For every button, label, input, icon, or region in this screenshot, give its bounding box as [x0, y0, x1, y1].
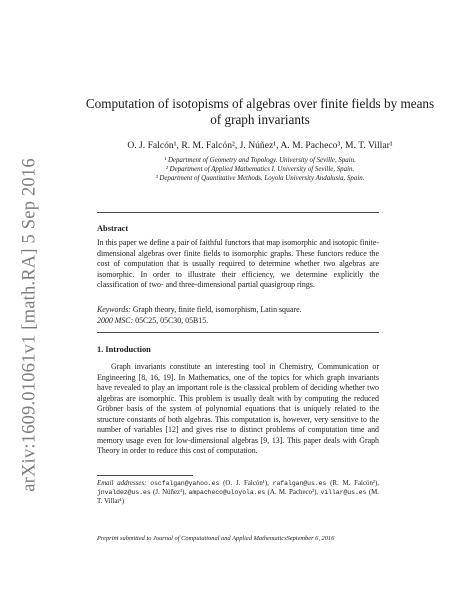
keywords-label: Keywords:	[97, 305, 131, 314]
footnote-emails	[97, 479, 379, 506]
email-4: ampacheco@uloyola.es	[188, 489, 266, 496]
email-5-name: (M. T. Villar¹)	[97, 489, 379, 505]
abstract-body: In this paper we define a pair of faithful functors that map isomorphic and isotopic finite-dimensional algebras over finite fields to isomorphic graphs. These functors reduce the cost of computation that is usually required to determine whether two algebras are isomorphic. In order to illustrate their efficiency, we determine explicitly the classification of two- and three-dimensional partial quasigroup rings.	[97, 238, 380, 289]
abstract-top-rule	[97, 212, 379, 213]
affiliation-1: ¹ Department of Geometry and Topology. University of Seville, Spain.	[164, 157, 356, 164]
arxiv-side-stamp	[20, 115, 40, 535]
abstract-heading: Abstract	[97, 224, 129, 233]
email-3-name: (J. Núñez¹),	[153, 489, 187, 496]
email-4-name: (A. M. Pacheco³),	[267, 489, 319, 496]
msc-line	[97, 316, 379, 327]
author-list: O. J. Falcón¹, R. M. Falcón², J. Núñez¹, A. M. Pacheco³, M. T. Villar¹	[127, 140, 393, 151]
footnote-rule	[97, 475, 193, 476]
email-5: villar@us.es	[320, 489, 367, 496]
section-heading: 1. Introduction	[97, 345, 151, 354]
email-1: oscfalgan@yahoo.es	[150, 480, 220, 487]
affiliations	[80, 156, 440, 183]
arxiv-identifier: arXiv:1609.01061v1 [math.RA] 5 Sep 2016	[19, 158, 40, 492]
keywords-text: Graph theory, finite field, isomorphism, Latin square.	[132, 305, 302, 314]
keywords-line	[97, 305, 379, 316]
email-2-name: (R. M. Falcón²),	[330, 480, 379, 487]
abstract-bottom-rule	[97, 332, 379, 333]
email-3: jnvaldez@us.es	[97, 489, 151, 496]
email-2: rafalgan@us.es	[272, 480, 327, 487]
affiliation-2: ² Department of Applied Mathematics I. University of Seville, Spain.	[165, 166, 355, 173]
footnote-label: Email addresses:	[97, 480, 147, 487]
affiliation-3: ³ Department of Quantitative Methods. Loyola University Andalusia, Spain.	[155, 175, 365, 182]
keywords-block	[97, 305, 379, 326]
msc-text: 05C25, 05C30, 05B15.	[135, 315, 209, 325]
preprint-footer: Preprint submitted to Journal of Computational and Applied MathematicsSeptember 6, 2016	[97, 535, 335, 542]
msc-label: 2000 MSC:	[97, 315, 134, 325]
paper-title: Computation of isotopisms of algebras over finite fields by means of graph invariants	[85, 96, 435, 127]
introduction-paragraph: Graph invariants constitute an interesting tool in Chemistry, Communication or Engineering [8, 16, 19]. In Mathematics, one of the topics for which graph invariants have revealed to play an important role is the classical problem of deciding whether two algebras are isomorphic. This problem is usually dealt with by computing the reduced Gröbner basis of the system of polynomial equations that is uniquely related to the structure constants of both algebras. This computation is, however, very sensitive to the number of variables [12] and gives rise to distinct problems of computation time and memory usage even for low-dimensional algebras [9, 13]. This paper deals with Graph Theory in order to reduce this cost of computation.	[97, 362, 379, 455]
email-1-name: (O. J. Falcón¹),	[223, 480, 269, 487]
